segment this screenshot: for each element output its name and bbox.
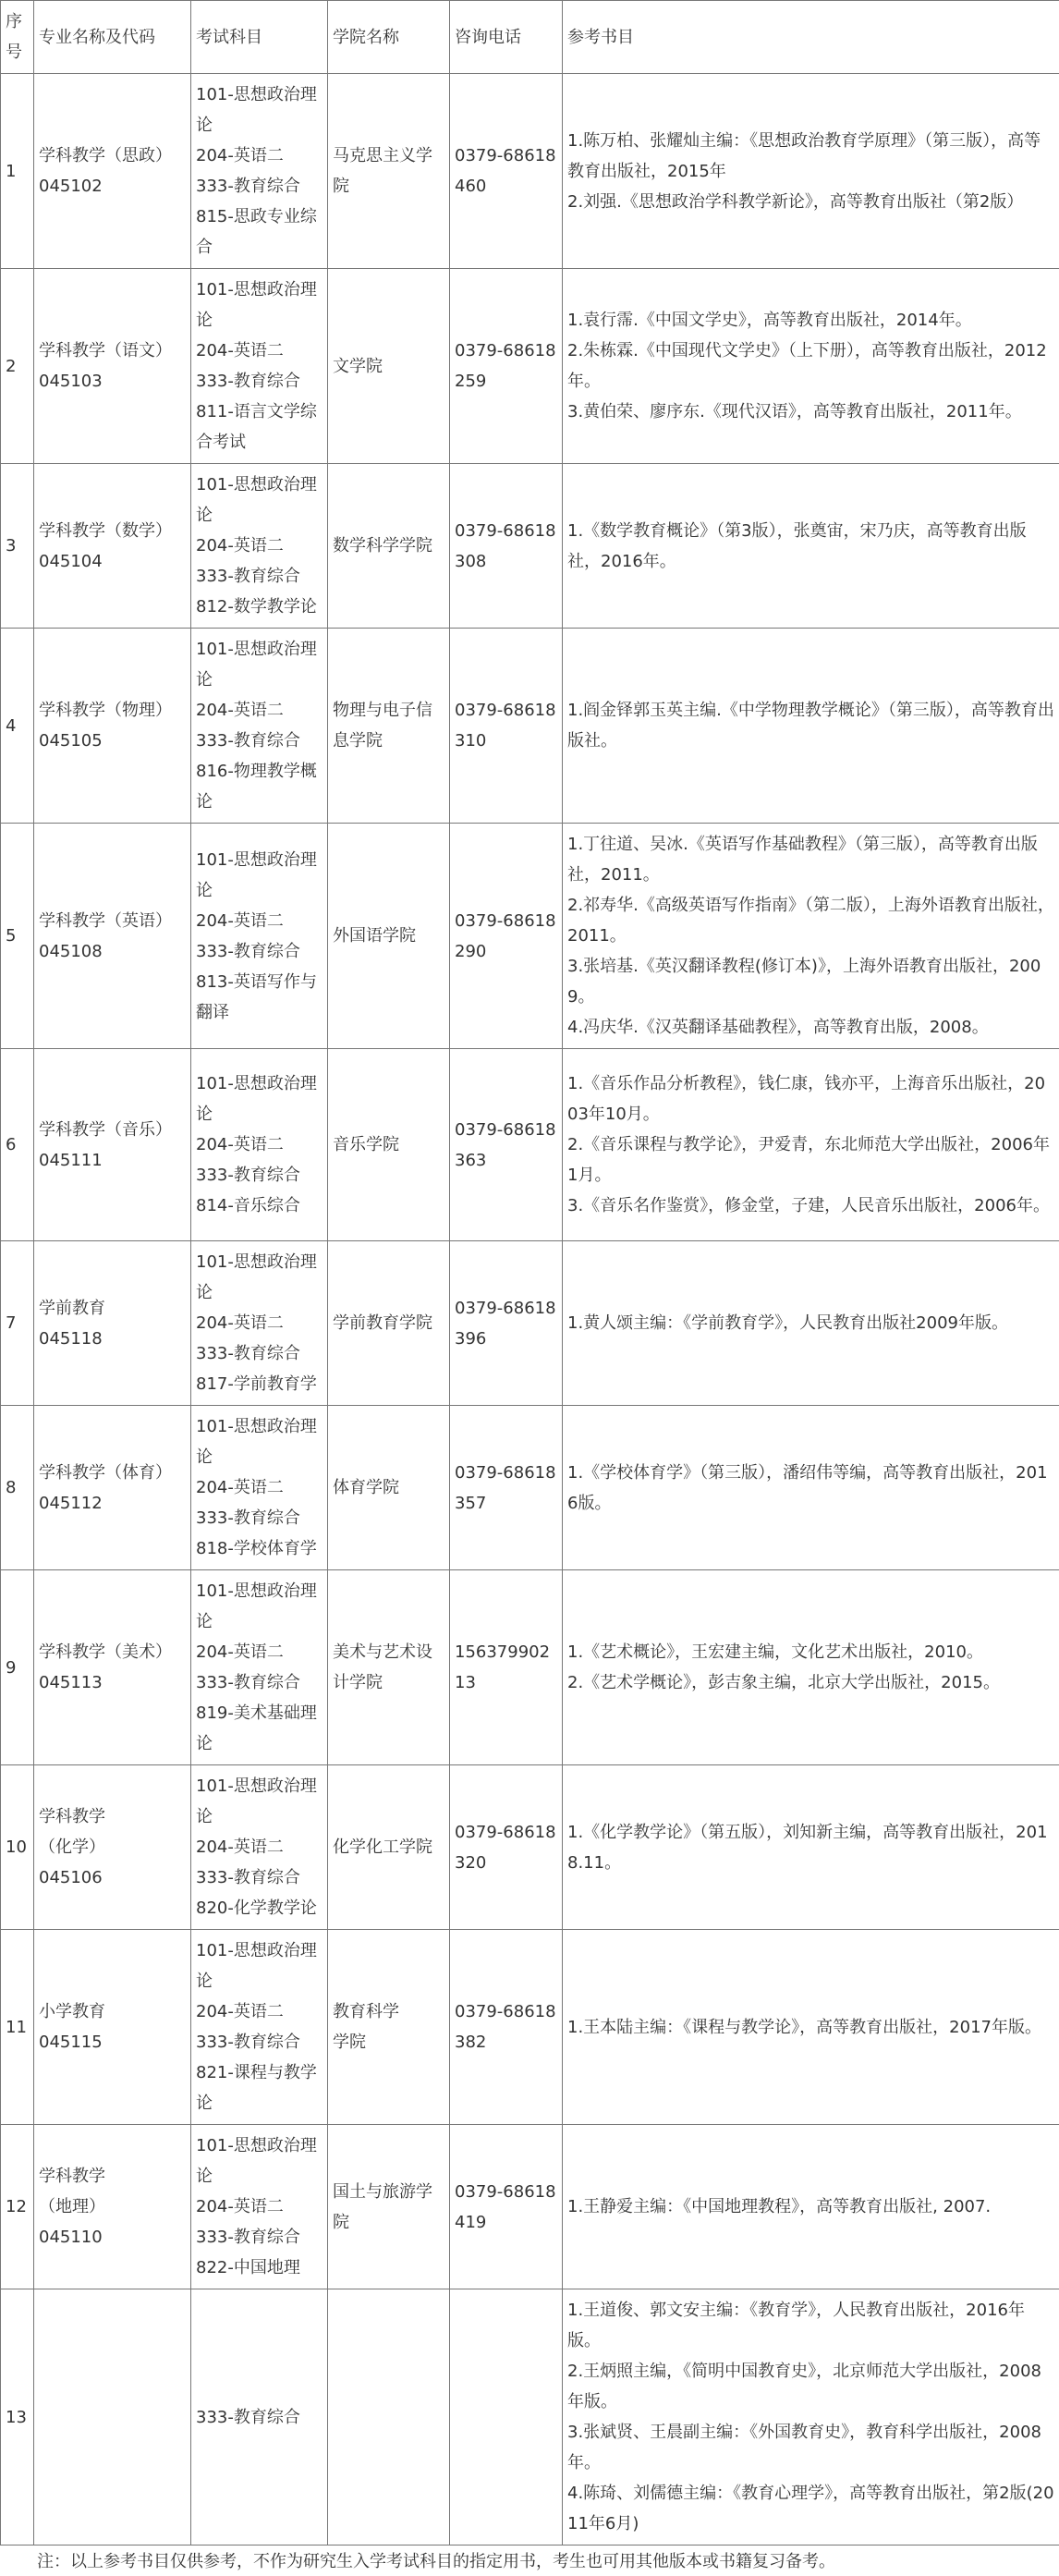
cell-college: 国土与旅游学院 <box>328 2125 450 2289</box>
cell-books: 1.黄人颂主编：《学前教育学》，人民教育出版社2009年版。 <box>563 1241 1059 1406</box>
cell-major: 学科教学（语文） 045103 <box>34 269 191 464</box>
cell-books: 1.《音乐作品分析教程》，钱仁康，钱亦平，上海音乐出版社，2003年10月。 2.《音乐课程与教学论》，尹爱青，东北师范大学出版社，2006年1月。 3.《音乐名作鉴赏》，修金堂，子建，人民音乐出版社，2006年。 <box>563 1049 1059 1241</box>
cell-subjects: 101-思想政治理论 204-英语二 333-教育综合 812-数学教学论 <box>191 464 328 629</box>
cell-no: 13 <box>1 2289 34 2545</box>
header-subjects: 考试科目 <box>191 1 328 74</box>
cell-major <box>34 2289 191 2545</box>
cell-phone: 0379-68618357 <box>450 1406 563 1570</box>
cell-college: 化学化工学院 <box>328 1765 450 1930</box>
cell-subjects: 101-思想政治理论 204-英语二 333-教育综合 816-物理教学概论 <box>191 629 328 824</box>
table-row <box>1 2289 1059 2545</box>
cell-subjects: 101-思想政治理论 204-英语二 333-教育综合 821-课程与教学论 <box>191 1930 328 2125</box>
cell-books: 1.王静爱主编：《中国地理教程》，高等教育出版社, 2007. <box>563 2125 1059 2289</box>
cell-major: 学科教学（音乐） 045111 <box>34 1049 191 1241</box>
header-college: 学院名称 <box>328 1 450 74</box>
table-header-row <box>1 1 1059 74</box>
table-row <box>1 1049 1059 1241</box>
table-row <box>1 74 1059 269</box>
cell-no: 7 <box>1 1241 34 1406</box>
cell-no: 8 <box>1 1406 34 1570</box>
cell-subjects: 101-思想政治理论 204-英语二 333-教育综合 814-音乐综合 <box>191 1049 328 1241</box>
cell-phone: 0379-68618290 <box>450 824 563 1049</box>
cell-college: 外国语学院 <box>328 824 450 1049</box>
footnote: 注：以上参考书目仅供参考，不作为研究生入学考试科目的指定用书，考生也可用其他版本或书籍复习备考。 <box>0 2545 1059 2576</box>
cell-no: 2 <box>1 269 34 464</box>
cell-major: 学科教学（数学） 045104 <box>34 464 191 629</box>
cell-no: 11 <box>1 1930 34 2125</box>
header-major: 专业名称及代码 <box>34 1 191 74</box>
cell-subjects: 101-思想政治理论 204-英语二 333-教育综合 818-学校体育学 <box>191 1406 328 1570</box>
cell-subjects: 101-思想政治理论 204-英语二 333-教育综合 813-英语写作与翻译 <box>191 824 328 1049</box>
cell-phone: 0379-68618396 <box>450 1241 563 1406</box>
cell-books: 1.陈万柏、张耀灿主编：《思想政治教育学原理》（第三版），高等教育出版社，2015年 2.刘强.《思想政治学科教学新论》，高等教育出版社（第2版） <box>563 74 1059 269</box>
cell-no: 9 <box>1 1570 34 1765</box>
cell-books: 1.王本陆主编：《课程与教学论》，高等教育出版社，2017年版。 <box>563 1930 1059 2125</box>
cell-college: 美术与艺术设计学院 <box>328 1570 450 1765</box>
table-row <box>1 1765 1059 1930</box>
cell-books: 1.袁行霈.《中国文学史》，高等教育出版社，2014年。 2.朱栋霖.《中国现代文学史》（上下册），高等教育出版社，2012年。 3.黄伯荣、廖序东.《现代汉语》，高等教育出版社，2011年。 <box>563 269 1059 464</box>
cell-subjects: 101-思想政治理论 204-英语二 333-教育综合 811-语言文学综合考试 <box>191 269 328 464</box>
table-row <box>1 824 1059 1049</box>
cell-no: 3 <box>1 464 34 629</box>
table-row <box>1 1241 1059 1406</box>
cell-books: 1.《学校体育学》（第三版），潘绍伟等编，高等教育出版社，2016版。 <box>563 1406 1059 1570</box>
cell-phone: 0379-68618363 <box>450 1049 563 1241</box>
cell-college: 文学院 <box>328 269 450 464</box>
table-row <box>1 1570 1059 1765</box>
cell-books: 1.《数学教育概论》（第3版），张奠宙，宋乃庆，高等教育出版社，2016年。 <box>563 464 1059 629</box>
cell-college: 物理与电子信息学院 <box>328 629 450 824</box>
cell-books: 1.阎金铎郭玉英主编.《中学物理教学概论》（第三版），高等教育出版社。 <box>563 629 1059 824</box>
cell-major: 小学教育 045115 <box>34 1930 191 2125</box>
cell-phone: 0379-68618259 <box>450 269 563 464</box>
cell-books: 1.《艺术概论》，王宏建主编，文化艺术出版社，2010。 2.《艺术学概论》，彭吉象主编，北京大学出版社，2015。 <box>563 1570 1059 1765</box>
cell-major: 学科教学（思政） 045102 <box>34 74 191 269</box>
cell-phone <box>450 2289 563 2545</box>
cell-major: 学科教学 （化学） 045106 <box>34 1765 191 1930</box>
cell-phone: 0379-68618320 <box>450 1765 563 1930</box>
cell-major: 学科教学（英语） 045108 <box>34 824 191 1049</box>
cell-subjects: 101-思想政治理论 204-英语二 333-教育综合 817-学前教育学 <box>191 1241 328 1406</box>
cell-subjects: 333-教育综合 <box>191 2289 328 2545</box>
cell-no: 4 <box>1 629 34 824</box>
table-row <box>1 269 1059 464</box>
cell-phone: 0379-68618460 <box>450 74 563 269</box>
header-phone: 咨询电话 <box>450 1 563 74</box>
cell-major: 学前教育 045118 <box>34 1241 191 1406</box>
cell-subjects: 101-思想政治理论 204-英语二 333-教育综合 820-化学教学论 <box>191 1765 328 1930</box>
cell-no: 6 <box>1 1049 34 1241</box>
cell-no: 5 <box>1 824 34 1049</box>
table-row <box>1 629 1059 824</box>
cell-phone: 0379-68618419 <box>450 2125 563 2289</box>
cell-college: 数学科学学院 <box>328 464 450 629</box>
cell-no: 10 <box>1 1765 34 1930</box>
cell-college: 教育科学 学院 <box>328 1930 450 2125</box>
cell-college: 音乐学院 <box>328 1049 450 1241</box>
cell-college: 学前教育学院 <box>328 1241 450 1406</box>
cell-no: 12 <box>1 2125 34 2289</box>
cell-phone: 0379-68618310 <box>450 629 563 824</box>
cell-subjects: 101-思想政治理论 204-英语二 333-教育综合 822-中国地理 <box>191 2125 328 2289</box>
cell-major: 学科教学 （地理） 045110 <box>34 2125 191 2289</box>
cell-phone: 0379-68618308 <box>450 464 563 629</box>
cell-books: 1.丁往道、吴冰.《英语写作基础教程》（第三版），高等教育出版社，2011。 2.祁寿华.《高级英语写作指南》（第二版），上海外语教育出版社，2011。 3.张培基.《英汉翻译教程(修订本)》，上海外语教育出版社，2009。 4.冯庆华.《汉英翻译基础教程》，高等教育出版，2008。 <box>563 824 1059 1049</box>
cell-college: 体育学院 <box>328 1406 450 1570</box>
cell-books: 1.王道俊、郭文安主编：《教育学》，人民教育出版社，2016年版。 2.王炳照主编，《简明中国教育史》，北京师范大学出版社，2008年版。 3.张斌贤、王晨副主编：《外国教育史》，教育科学出版社，2008年。 4.陈琦、刘儒德主编：《教育心理学》，高等教育出版社，第2版(2011年6月) <box>563 2289 1059 2545</box>
cell-major: 学科教学（体育） 045112 <box>34 1406 191 1570</box>
cell-books: 1.《化学教学论》（第五版），刘知新主编，高等教育出版社，2018.11。 <box>563 1765 1059 1930</box>
table-row <box>1 2125 1059 2289</box>
cell-college: 马克思主义学院 <box>328 74 450 269</box>
table-row <box>1 1930 1059 2125</box>
cell-phone: 0379-68618382 <box>450 1930 563 2125</box>
table-row <box>1 464 1059 629</box>
cell-major: 学科教学（美术） 045113 <box>34 1570 191 1765</box>
header-books: 参考书目 <box>563 1 1059 74</box>
cell-phone: 15637990213 <box>450 1570 563 1765</box>
cell-subjects: 101-思想政治理论 204-英语二 333-教育综合 819-美术基础理论 <box>191 1570 328 1765</box>
cell-no: 1 <box>1 74 34 269</box>
cell-college <box>328 2289 450 2545</box>
table-row <box>1 1406 1059 1570</box>
cell-major: 学科教学（物理） 045105 <box>34 629 191 824</box>
cell-subjects: 101-思想政治理论 204-英语二 333-教育综合 815-思政专业综合 <box>191 74 328 269</box>
header-no: 序号 <box>1 1 34 74</box>
